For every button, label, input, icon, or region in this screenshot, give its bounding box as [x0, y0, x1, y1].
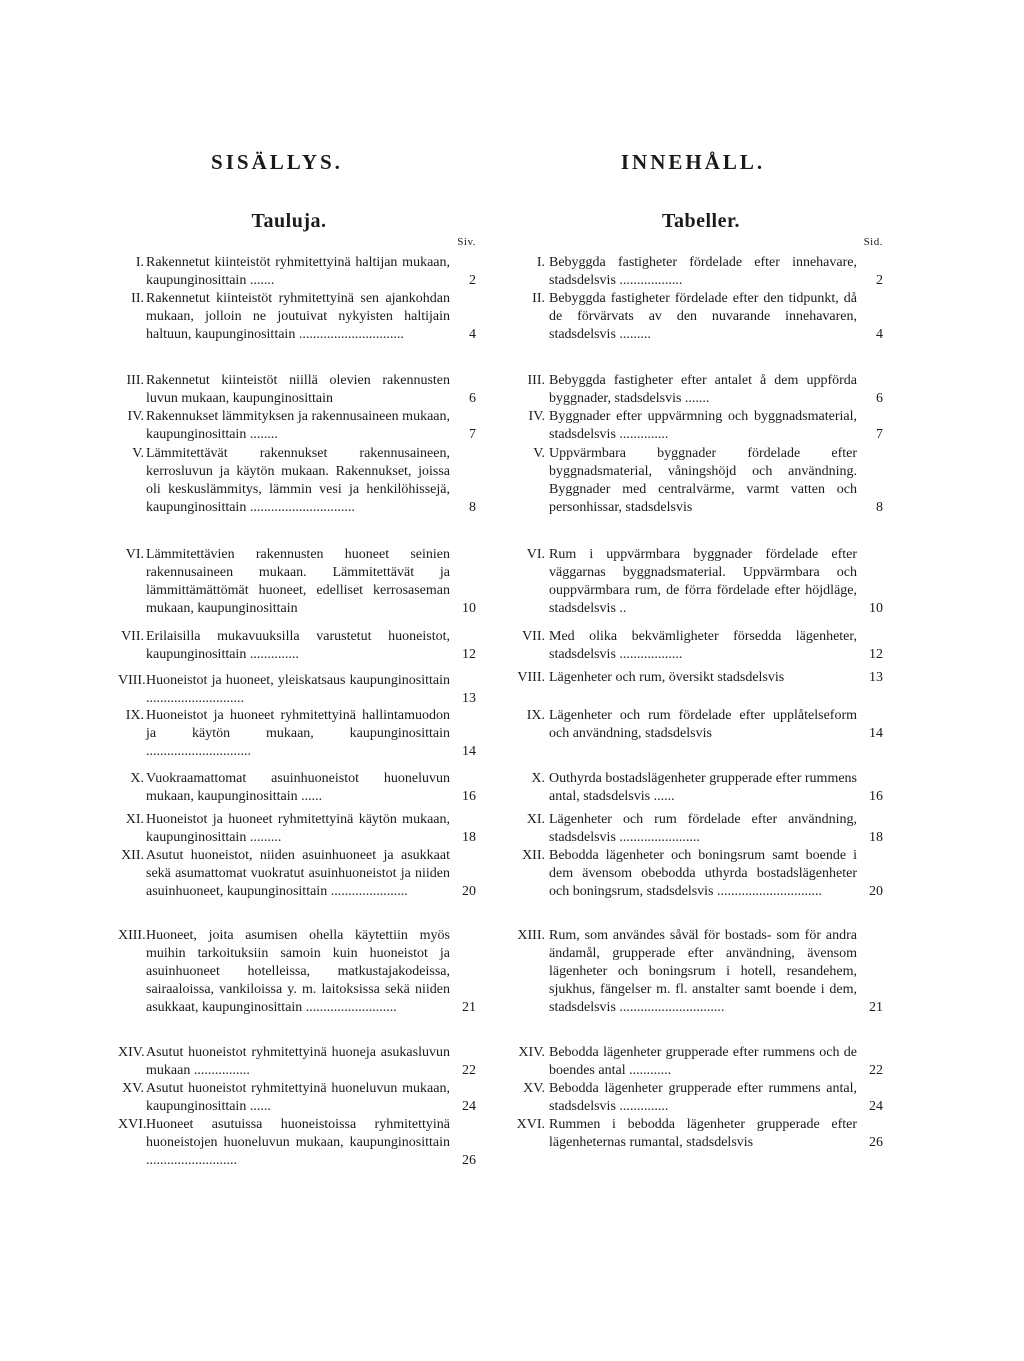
- toc-entry: [503, 1080, 883, 1116]
- toc-entry-number: VIII.: [517, 670, 545, 685]
- toc-entry: [118, 445, 476, 517]
- toc-entry: [118, 254, 476, 290]
- toc-entry: [503, 707, 883, 743]
- toc-entry-number: XIII.: [517, 928, 545, 943]
- toc-entry-number: XVI.: [516, 1117, 545, 1132]
- toc-entry-title: Rakennetut kiinteistöt ryhmitettyinä haltijan mukaan, kaupunginosittain .......: [146, 255, 450, 288]
- toc-entry-title: Asutut huoneistot, niiden asuinhuoneet ja asukkaat sekä asumattomat vuokratut asuinhuoneistot ja niiden asuinhuoneet, kaupunginosittain ......................: [146, 848, 450, 899]
- toc-entry: [503, 927, 883, 1017]
- toc-entry-title: Rakennetut kiinteistöt niillä olevien rakennusten luvun mukaan, kaupunginosittain: [146, 373, 450, 406]
- toc-entry-title: Asutut huoneistot ryhmitettyinä huoneluvun mukaan, kaupunginosittain ......: [146, 1081, 450, 1114]
- toc-entry-number: XVI.: [118, 1117, 147, 1132]
- toc-entry: [503, 546, 883, 618]
- toc-entry-number: IV.: [127, 409, 144, 424]
- toc-entry-number: IV.: [528, 409, 545, 424]
- toc-entry-page: 10: [869, 601, 883, 616]
- toc-entry: [503, 628, 883, 664]
- toc-entry-page: 21: [462, 1000, 476, 1015]
- toc-entry-page: 6: [876, 391, 883, 406]
- toc-entry-page: 24: [462, 1099, 476, 1114]
- toc-entry-number: V.: [533, 446, 545, 461]
- toc-entry-title: Byggnader efter uppvärmning och byggnadsmaterial, stadsdelsvis ..............: [549, 409, 857, 442]
- toc-entry-page: 8: [469, 500, 476, 515]
- toc-entry: [118, 847, 476, 901]
- toc-entry-number: VII.: [121, 629, 144, 644]
- toc-entry: [503, 847, 883, 901]
- toc-entry-number: IX.: [125, 708, 144, 723]
- toc-entry: [503, 1044, 883, 1080]
- toc-entry: [503, 811, 883, 847]
- toc-entry: [118, 1116, 476, 1170]
- toc-entry-number: VI.: [526, 547, 545, 562]
- toc-entry-number: I.: [135, 255, 144, 270]
- toc-entry-title: Lägenheter och rum, översikt stadsdelsvis: [549, 670, 785, 685]
- toc-entry-number: XII.: [522, 848, 545, 863]
- toc-entry: [118, 672, 476, 708]
- toc-entry: [503, 290, 883, 344]
- toc-entry-title: Lämmitettävien rakennusten huoneet seinien rakennusaineen mukaan. Lämmitettävät ja lämmittämättömät huoneet, edelliset kerrosaseman mukaan, kaupunginosittain: [146, 547, 450, 616]
- toc-entry-page: 18: [869, 830, 883, 845]
- toc-entry-page: 7: [876, 427, 883, 442]
- toc-entry-page: 2: [876, 273, 883, 288]
- finnish-heading: SISÄLLYS.: [211, 150, 343, 174]
- finnish-page-label: Siv.: [457, 236, 476, 248]
- toc-entry-title: Lägenheter och rum fördelade efter användning, stadsdelsvis .......................: [549, 812, 857, 845]
- toc-entry-page: 21: [869, 1000, 883, 1015]
- toc-entry-title: Lägenheter och rum fördelade efter upplåtelseform och användning, stadsdelsvis: [549, 708, 857, 741]
- toc-entry-page: 4: [469, 327, 476, 342]
- toc-entry-title: Rakennetut kiinteistöt ryhmitettyinä sen ajankohdan mukaan, jolloin ne joutuivat nykyisten haltijain haltuun, kaupunginosittain ..............................: [146, 291, 450, 342]
- toc-entry-page: 16: [869, 789, 883, 804]
- toc-entry-title: Rum i uppvärmbara byggnader fördelade efter väggarnas byggnadsmaterial. Uppvärmbara och ouppvärmbara rum, de förra fördelade efter höjdläge, stadsdelsvis ..: [549, 547, 857, 616]
- toc-entry-title: Huoneet asutuissa huoneistoissa ryhmitettyinä huoneistojen huoneluvun mukaan, kaupunginosittain ..........................: [146, 1117, 450, 1168]
- toc-entry-page: 24: [869, 1099, 883, 1114]
- toc-entry-page: 13: [869, 670, 883, 685]
- toc-entry: [118, 1044, 476, 1080]
- toc-entry-number: XIII.: [118, 928, 146, 943]
- toc-entry-page: 12: [462, 647, 476, 662]
- toc-entry: [503, 1116, 883, 1152]
- toc-entry-page: 22: [462, 1063, 476, 1078]
- toc-entry-number: VI.: [125, 547, 144, 562]
- toc-entry-title: Huoneet, joita asumisen ohella käytettiin myös muihin tarkoituksiin samoin kuin huoneistot ja asuinhuoneet hotelleissa, matkustajakodeissa, sairaaloissa, vankiloissa y. m. laitoksissa sekä niiden asukkaat, kaupunginosittain ..........................: [146, 928, 450, 1015]
- swedish-heading: INNEHÅLL.: [620, 150, 766, 174]
- toc-entry-page: 26: [869, 1135, 883, 1150]
- toc-entry-title: Erilaisilla mukavuuksilla varustetut huoneistot, kaupunginosittain ..............: [146, 629, 450, 662]
- toc-entry-title: Bebyggda fastigheter fördelade efter innehavare, stadsdelsvis ..................: [549, 255, 857, 288]
- toc-entry-title: Bebodda lägenheter grupperade efter rummens antal, stadsdelsvis ..............: [549, 1081, 857, 1114]
- toc-entry: [118, 1080, 476, 1116]
- toc-entry-number: VII.: [522, 629, 545, 644]
- toc-entry-number: V.: [132, 446, 144, 461]
- toc-entry-page: 8: [876, 500, 883, 515]
- toc-entry-title: Uppvärmbara byggnader fördelade efter byggnadsmaterial, våningshöjd och användning. Byggnader med centralvärme, varmt vatten och personhissar, stadsdelsvis: [549, 446, 857, 515]
- toc-entry-title: Bebyggda fastigheter efter antalet å dem uppförda byggnader, stadsdelsvis .......: [549, 373, 857, 406]
- toc-entry: [118, 290, 476, 344]
- toc-entry-page: 22: [869, 1063, 883, 1078]
- toc-entry-number: XIV.: [118, 1045, 145, 1060]
- toc-entry-page: 14: [462, 744, 476, 759]
- swedish-subheading: Tabeller.: [661, 210, 741, 232]
- toc-entry-page: 10: [462, 601, 476, 616]
- finnish-subheading: Tauluja.: [251, 210, 327, 232]
- toc-entry-number: XI.: [526, 812, 545, 827]
- toc-entry-number: X.: [130, 771, 144, 786]
- toc-entry-number: XII.: [121, 848, 144, 863]
- toc-entry: [118, 408, 476, 444]
- toc-entry-number: II.: [532, 291, 545, 306]
- toc-entry-title: Rum, som användes såväl för bostads- som för andra ändamål, grupperade efter användning, ävensom lägenheter och boningsrum i hotell, resandehem, sjukhus, fängelser m. fl. anstalter samt boende i dem, stadsdelsvis ..............................: [549, 928, 857, 1015]
- toc-entry-number: I.: [536, 255, 545, 270]
- swedish-page-label: Sid.: [863, 236, 883, 248]
- toc-entry-number: II.: [131, 291, 144, 306]
- toc-entry-page: 18: [462, 830, 476, 845]
- toc-entry-page: 16: [462, 789, 476, 804]
- toc-entry-title: Lämmitettävät rakennukset rakennusaineen, kerrosluvun ja käytön mukaan. Rakennukset, joissa oli keskuslämmitys, lämmin vesi ja henkilöhissejä, kaupunginosittain ..............................: [146, 446, 450, 515]
- toc-entry: [503, 669, 883, 687]
- toc-entry: [503, 408, 883, 444]
- toc-entry-title: Vuokraamattomat asuinhuoneistot huoneluvun mukaan, kaupunginosittain ......: [146, 771, 450, 804]
- toc-entry: [503, 372, 883, 408]
- toc-entry: [118, 811, 476, 847]
- toc-entry-title: Med olika bekvämligheter försedda lägenheter, stadsdelsvis ..................: [549, 629, 857, 662]
- toc-entry-number: XIV.: [518, 1045, 545, 1060]
- toc-entry: [118, 927, 476, 1017]
- toc-entry-page: 20: [462, 884, 476, 899]
- toc-entry: [503, 445, 883, 517]
- toc-entry-title: Asutut huoneistot ryhmitettyinä huoneja asukasluvun mukaan ................: [146, 1045, 450, 1078]
- toc-entry-number: XI.: [125, 812, 144, 827]
- toc-entry-page: 6: [469, 391, 476, 406]
- toc-entry-page: 14: [869, 726, 883, 741]
- toc-entry-number: III.: [527, 373, 545, 388]
- toc-entry-title: Bebyggda fastigheter fördelade efter den tidpunkt, då de förvärvats av den nuvarande innehavaren, stadsdelsvis .........: [549, 291, 857, 342]
- toc-entry: [118, 628, 476, 664]
- toc-entry-number: XV.: [523, 1081, 545, 1096]
- toc-entry-title: Bebodda lägenheter grupperade efter rummens och de boendes antal ............: [549, 1045, 857, 1078]
- toc-entry-page: 20: [869, 884, 883, 899]
- toc-entry-title: Outhyrda bostadslägenheter grupperade efter rummens antal, stadsdelsvis ......: [549, 771, 857, 804]
- toc-entry-number: XV.: [122, 1081, 144, 1096]
- toc-entry-title: Huoneistot ja huoneet ryhmitettyinä käytön mukaan, kaupunginosittain .........: [146, 812, 450, 845]
- toc-entry-number: IX.: [526, 708, 545, 723]
- toc-entry-page: 26: [462, 1153, 476, 1168]
- toc-entry-page: 7: [469, 427, 476, 442]
- toc-entry-page: 13: [462, 691, 476, 706]
- toc-entry-title: Huoneistot ja huoneet, yleiskatsaus kaupunginosittain ............................: [146, 673, 450, 706]
- toc-entry: [118, 770, 476, 806]
- toc-entry-title: Huoneistot ja huoneet ryhmitettyinä hallintamuodon ja käytön mukaan, kaupunginosittain ..............................: [146, 708, 450, 759]
- toc-entry-number: III.: [126, 373, 144, 388]
- toc-entry: [503, 770, 883, 806]
- toc-entry: [118, 372, 476, 408]
- toc-entry: [503, 254, 883, 290]
- toc-entry: [118, 546, 476, 618]
- toc-entry-page: 4: [876, 327, 883, 342]
- toc-entry-title: Rummen i bebodda lägenheter grupperade efter lägenheternas rumantal, stadsdelsvis: [549, 1117, 857, 1150]
- toc-entry-page: 12: [869, 647, 883, 662]
- toc-entry-page: 2: [469, 273, 476, 288]
- toc-entry-title: Bebodda lägenheter och boningsrum samt boende i dem ävensom obebodda uthyrda bostadslägenheter och boningsrum, stadsdelsvis ..............................: [549, 848, 857, 899]
- toc-entry: [118, 707, 476, 761]
- toc-entry-number: X.: [531, 771, 545, 786]
- toc-entry-number: VIII.: [118, 673, 146, 688]
- toc-entry-title: Rakennukset lämmityksen ja rakennusaineen mukaan, kaupunginosittain ........: [146, 409, 450, 442]
